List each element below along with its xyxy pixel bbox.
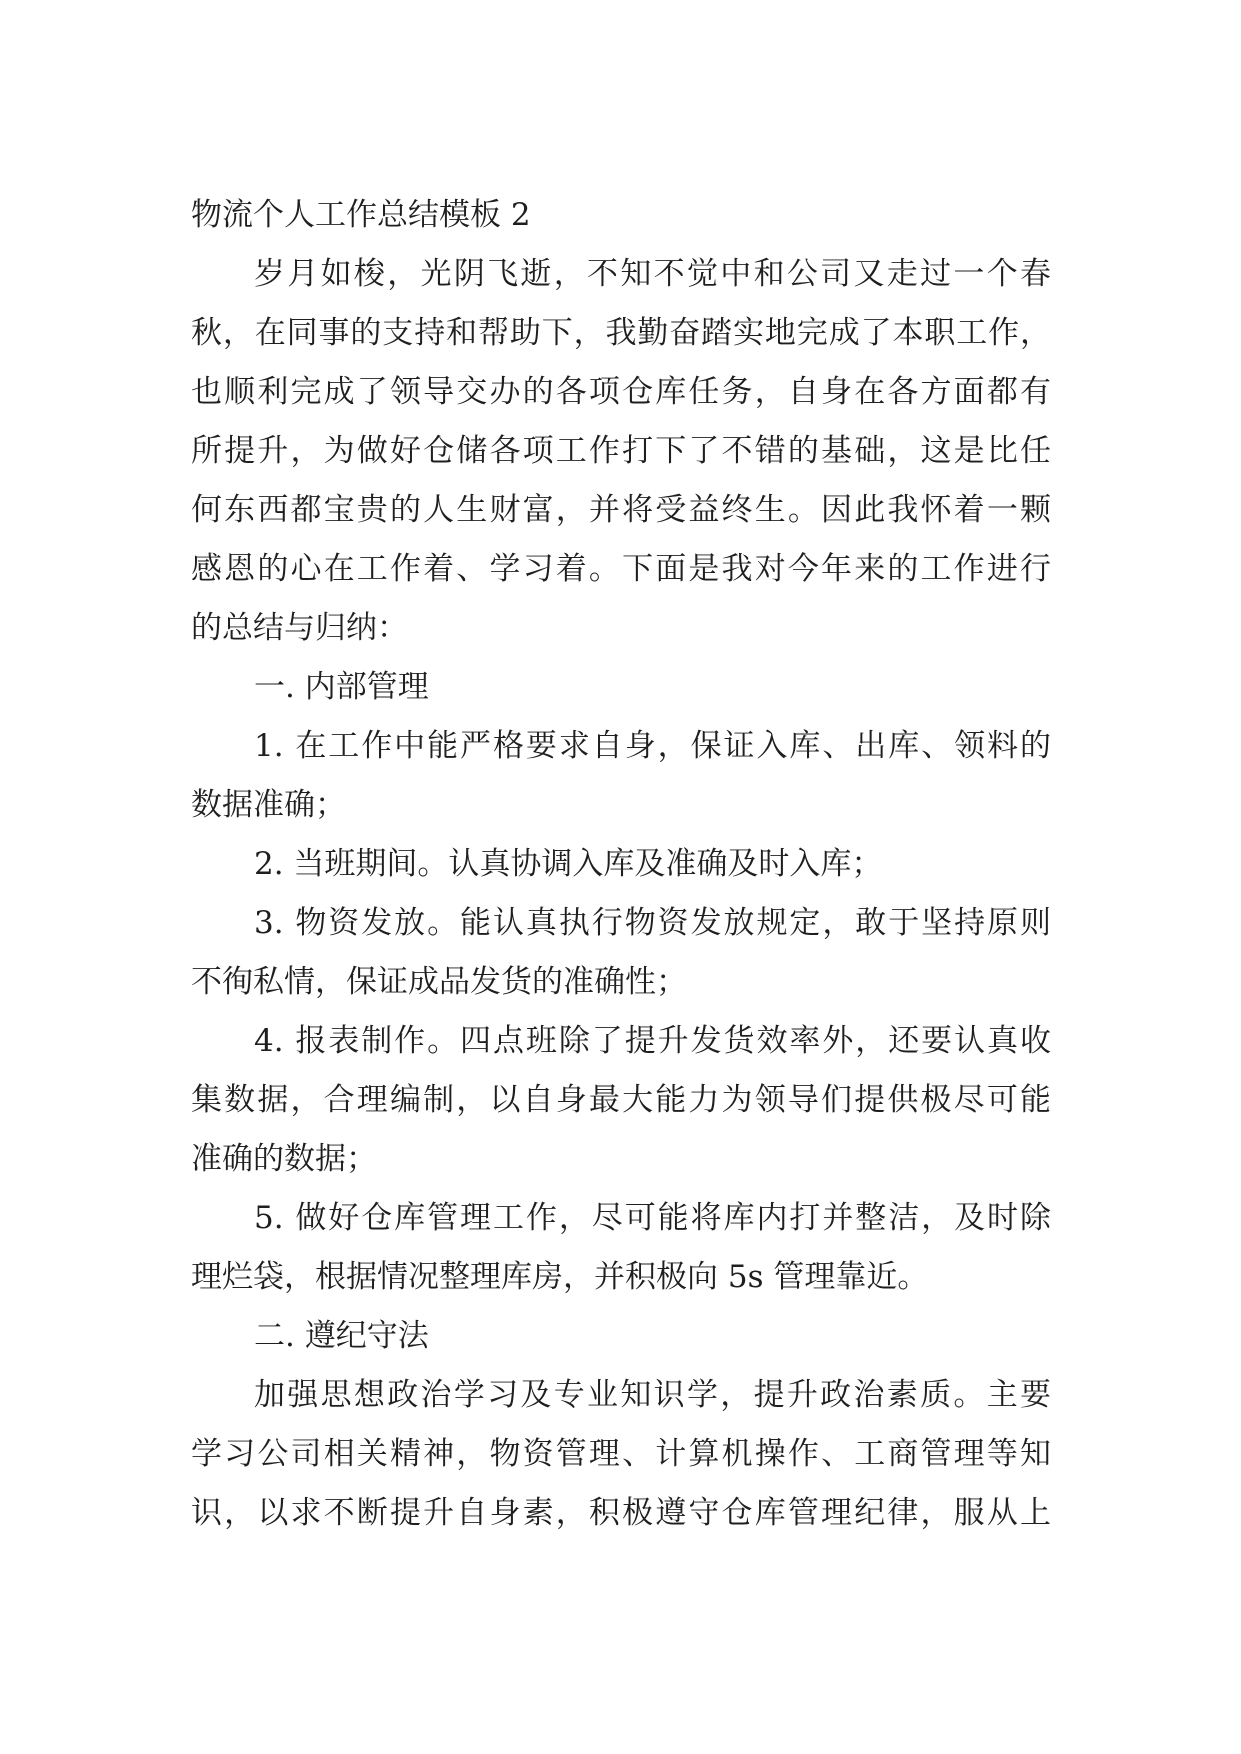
paragraph-line: 岁月如梭，光阴飞逝，不知不觉中和公司又走过一个春	[254, 256, 1051, 292]
list-item-line: 集数据，合理编制，以自身最大能力为领导们提供极尽可能	[191, 1082, 1051, 1118]
section-heading: 二. 遵纪守法	[254, 1318, 429, 1354]
list-item-line: 5. 做好仓库管理工作，尽可能将库内打并整洁，及时除	[254, 1200, 1051, 1236]
document-title: 物流个人工作总结模板 2	[191, 197, 531, 233]
paragraph-line: 也顺利完成了领导交办的各项仓库任务，自身在各方面都有	[191, 374, 1051, 410]
list-item-line: 数据准确；	[191, 787, 346, 823]
list-item-line: 理烂袋，根据情况整理库房，并积极向 5s 管理靠近。	[191, 1259, 929, 1295]
list-item-line: 准确的数据；	[191, 1141, 377, 1177]
paragraph-line: 所提升，为做好仓储各项工作打下了不错的基础，这是比任	[191, 433, 1051, 469]
paragraph-line: 何东西都宝贵的人生财富，并将受益终生。因此我怀着一颗	[191, 492, 1051, 528]
paragraph-line: 的总结与归纳：	[191, 610, 408, 646]
list-item-line: 3. 物资发放。能认真执行物资发放规定，敢于坚持原则	[254, 905, 1051, 941]
paragraph-line: 学习公司相关精神，物资管理、计算机操作、工商管理等知	[191, 1436, 1051, 1472]
list-item-line: 不徇私情，保证成品发货的准确性；	[191, 964, 687, 1000]
paragraph-line: 识，以求不断提升自身素，积极遵守仓库管理纪律，服从上	[191, 1495, 1051, 1531]
list-item-line: 4. 报表制作。四点班除了提升发货效率外，还要认真收	[254, 1023, 1051, 1059]
paragraph-line: 加强思想政治学习及专业知识学，提升政治素质。主要	[254, 1377, 1051, 1413]
section-heading: 一. 内部管理	[254, 669, 429, 705]
list-item-line: 1. 在工作中能严格要求自身，保证入库、出库、领料的	[254, 728, 1051, 764]
paragraph-line: 秋，在同事的支持和帮助下，我勤奋踏实地完成了本职工作，	[191, 315, 1051, 351]
list-item-line: 2. 当班期间。认真协调入库及准确及时入库；	[254, 846, 883, 882]
paragraph-line: 感恩的心在工作着、学习着。下面是我对今年来的工作进行	[191, 551, 1051, 587]
